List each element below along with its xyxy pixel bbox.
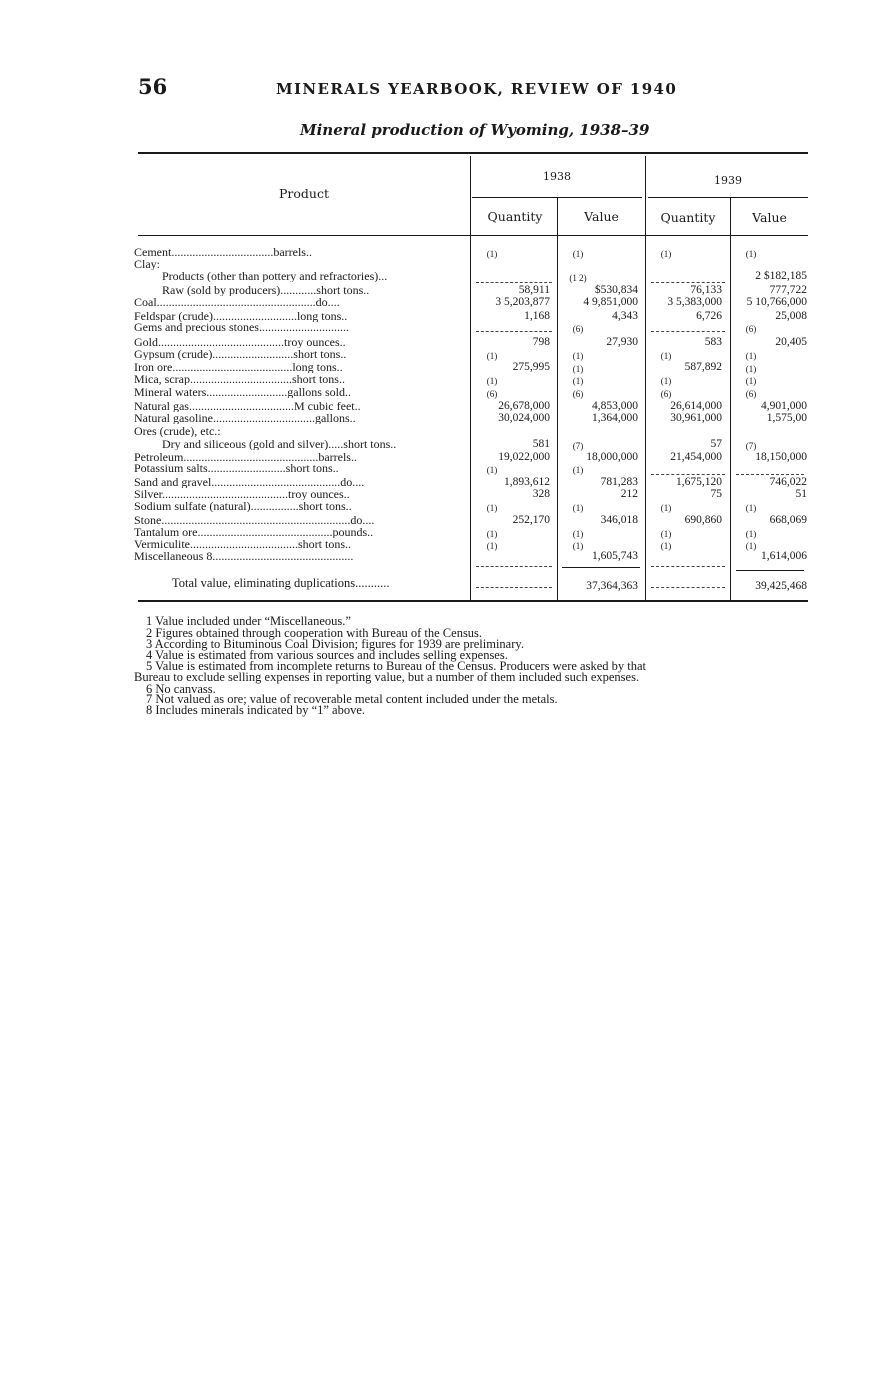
- table-cell-q38: 1,168: [524, 310, 550, 322]
- row-separator: [476, 566, 552, 567]
- table-row-label: Silver..........................................troy ounces..: [134, 488, 350, 500]
- table-cell-q38: 798: [532, 336, 550, 348]
- table-cell-v38: (1): [572, 249, 584, 259]
- table-cell-v39: 20,405: [775, 336, 807, 348]
- table-cell-q38: 30,024,000: [498, 412, 550, 424]
- total-label: Total value, eliminating duplications...........: [172, 576, 390, 590]
- quantity-header: Quantity: [487, 209, 543, 224]
- table-row-label: Raw (sold by producers)............short tons..: [162, 284, 370, 296]
- table-cell-q38: (1): [486, 249, 498, 259]
- quantity-header: Quantity: [660, 210, 716, 225]
- footnote: 6 No canvass.: [146, 682, 216, 696]
- table-cell-q39: (1): [660, 249, 672, 259]
- table-row-label: Clay:: [134, 258, 160, 270]
- row-separator: [476, 282, 552, 283]
- table-row-label: Tantalum ore.............................................pounds..: [134, 526, 374, 538]
- table-cell-v38: (1): [572, 351, 584, 361]
- table-row-label: Feldspar (crude)............................long tons..: [134, 310, 348, 322]
- table-cell-v39: 18,150,000: [755, 451, 807, 463]
- table-row-label: Miscellaneous 8...............................................: [134, 550, 354, 562]
- column-divider: [557, 198, 558, 600]
- table-cell-q39: (6): [660, 389, 672, 399]
- table-top-rule: [138, 152, 808, 154]
- table-cell-q38: 581: [532, 438, 550, 450]
- table-cell-v38: 4 9,851,000: [583, 296, 638, 308]
- table-cell-v38: (1): [572, 364, 584, 374]
- table-cell-v38: 346,018: [600, 514, 638, 526]
- table-cell-q39: 76,133: [690, 284, 722, 296]
- row-separator: [651, 566, 725, 567]
- table-row-label: Mica, scrap..................................short tons..: [134, 373, 345, 385]
- value-header: Value: [584, 209, 619, 224]
- table-cell-q39: 57: [710, 438, 722, 450]
- footnote: 2 Figures obtained through cooperation with Bureau of the Census.: [146, 626, 483, 640]
- table-row-label: Sodium sulfate (natural)................short tons..: [134, 500, 352, 512]
- table-cell-v39: (6): [745, 389, 757, 399]
- table-row-label: Gold..........................................troy ounces..: [134, 336, 346, 348]
- table-cell-v39: (1): [745, 529, 757, 539]
- table-cell-v39: 668,069: [769, 514, 807, 526]
- table-cell-q39: 587,892: [684, 361, 722, 373]
- table-row-label: Gems and precious stones..............................: [134, 321, 349, 333]
- table-row-label: Products (other than pottery and refractories)...: [162, 270, 388, 282]
- table-cell-q38: 26,678,000: [498, 400, 550, 412]
- table-cell-v39: 25,008: [775, 310, 807, 322]
- table-cell-v39: (1): [745, 364, 757, 374]
- table-cell-v38: 1,605,743: [592, 550, 638, 562]
- table-row-label: Dry and siliceous (gold and silver).....short tons..: [162, 438, 397, 450]
- table-cell-v38: (1): [572, 541, 584, 551]
- table-cell-q39: 75: [710, 488, 722, 500]
- table-cell-q38: 19,022,000: [498, 451, 550, 463]
- footnote: 8 Includes minerals indicated by “1” above.: [146, 703, 366, 717]
- table-cell-v39: (1): [745, 376, 757, 386]
- table-row-label: Vermiculite....................................short tons..: [134, 538, 351, 550]
- table-cell-v38: (1 2): [569, 273, 587, 283]
- table-row-label: Natural gasoline..................................gallons..: [134, 412, 356, 424]
- table-cell-q39: 6,726: [696, 310, 722, 322]
- year-header-1938: 1938: [543, 170, 571, 183]
- table-cell-v38: (1): [572, 503, 584, 513]
- table-cell-q38: 328: [532, 488, 550, 500]
- table-row-label: Natural gas...................................M cubic feet..: [134, 400, 361, 412]
- value-header: Value: [752, 210, 787, 225]
- row-separator: [736, 474, 804, 475]
- table-row-label: Coal.....................................................do....: [134, 296, 340, 308]
- table-row-label: Potassium salts..........................short tons..: [134, 462, 339, 474]
- table-row-label: Ores (crude), etc.:: [134, 425, 221, 437]
- table-cell-v39: 2 $182,185: [755, 270, 807, 282]
- table-cell-v38: (7): [572, 441, 584, 451]
- table-cell-q39: (1): [660, 351, 672, 361]
- table-cell-v39: (1): [745, 249, 757, 259]
- table-cell-q38: 58,911: [518, 284, 550, 296]
- table-row-label: Stone...............................................................do....: [134, 514, 375, 526]
- table-bottom-rule: [138, 600, 808, 602]
- table-cell-q38: (1): [486, 351, 498, 361]
- table-cell-q39: (1): [660, 529, 672, 539]
- running-title: MINERALS YEARBOOK, REVIEW OF 1940: [276, 80, 678, 98]
- table-cell-v38: 27,930: [606, 336, 638, 348]
- table-cell-v39: 51: [795, 488, 807, 500]
- table-caption: Mineral production of Wyoming, 1938–39: [300, 121, 650, 139]
- footnote: 7 Not valued as ore; value of recoverable metal content included under the metals.: [146, 692, 558, 706]
- table-cell-v39: (7): [745, 441, 757, 451]
- table-cell-q38: (1): [486, 541, 498, 551]
- table-cell-q39: (1): [660, 541, 672, 551]
- row-separator: [651, 474, 725, 475]
- footnote: Bureau to exclude selling expenses in reporting value, but a number of them included such expenses.: [134, 670, 640, 684]
- table-row-label: Mineral waters...........................gallons sold..: [134, 386, 351, 398]
- row-separator: [651, 331, 725, 332]
- footnote: 1 Value included under “Miscellaneous.”: [146, 614, 351, 628]
- table-cell-q39: (1): [660, 503, 672, 513]
- table-cell-v39: 777,722: [769, 284, 807, 296]
- table-cell-v39: (1): [745, 503, 757, 513]
- table-cell-q38: 1,893,612: [504, 476, 550, 488]
- table-cell-v39: 4,901,000: [761, 400, 807, 412]
- table-cell-q39: 690,860: [684, 514, 722, 526]
- row-separator: [476, 331, 552, 332]
- table-cell-v39: 1,575,00: [766, 412, 807, 424]
- table-cell-v38: $530,834: [594, 284, 638, 296]
- table-cell-q39: 30,961,000: [670, 412, 722, 424]
- table-cell-v38: 781,283: [600, 476, 638, 488]
- table-cell-v38: (1): [572, 529, 584, 539]
- table-cell-v38: 18,000,000: [586, 451, 638, 463]
- table-cell-v38: (6): [572, 324, 584, 334]
- product-header: Product: [279, 186, 329, 201]
- header-bottom-rule: [138, 235, 808, 236]
- table-cell-v38: 4,343: [612, 310, 638, 322]
- table-cell-q38: (1): [486, 465, 498, 475]
- table-cell-q38: (6): [486, 389, 498, 399]
- table-cell-q38: 252,170: [512, 514, 550, 526]
- table-cell-v38: 212: [620, 488, 638, 500]
- column-divider: [470, 156, 471, 600]
- table-cell-v38: (1): [572, 376, 584, 386]
- table-cell-q39: 26,614,000: [670, 400, 722, 412]
- table-cell-q39: (1): [660, 376, 672, 386]
- year-rule-1939: [648, 197, 808, 198]
- table-cell-q38: (1): [486, 503, 498, 513]
- table-cell-v38: (6): [572, 389, 584, 399]
- footnote: 4 Value is estimated from various sources and includes selling expenses.: [146, 648, 508, 662]
- table-cell-q38: (1): [486, 529, 498, 539]
- table-row-label: Gypsum (crude)...........................short tons..: [134, 348, 347, 360]
- row-separator: [651, 282, 725, 283]
- table-cell-v38: 1,364,000: [592, 412, 638, 424]
- column-divider: [730, 198, 731, 600]
- total-value: 39,425,468: [755, 580, 807, 592]
- table-cell-q39: 1,675,120: [676, 476, 722, 488]
- table-cell-q39: 583: [704, 336, 722, 348]
- table-row-label: Iron ore........................................long tons..: [134, 361, 343, 373]
- table-row-label: Cement..................................barrels..: [134, 246, 312, 258]
- table-cell-v39: (6): [745, 324, 757, 334]
- year-header-1939: 1939: [714, 174, 742, 187]
- row-separator: [562, 567, 640, 568]
- row-separator: [651, 587, 725, 588]
- table-cell-v39: 746,022: [769, 476, 807, 488]
- table-cell-v38: 4,853,000: [592, 400, 638, 412]
- table-cell-v39: 5 10,766,000: [746, 296, 807, 308]
- row-separator: [476, 587, 552, 588]
- table-cell-q38: (1): [486, 376, 498, 386]
- table-row-label: Petroleum.............................................barrels..: [134, 451, 357, 463]
- table-cell-v39: (1): [745, 351, 757, 361]
- footnote: 3 According to Bituminous Coal Division; figures for 1939 are preliminary.: [146, 637, 524, 651]
- table-cell-q38: 275,995: [512, 361, 550, 373]
- footnote: 5 Value is estimated from incomplete returns to Bureau of the Census. Producers were asked by that: [146, 659, 646, 673]
- page-number: 56: [138, 74, 168, 99]
- table-cell-v39: 1,614,006: [761, 550, 807, 562]
- row-separator: [736, 570, 804, 571]
- table-cell-q39: 21,454,000: [670, 451, 722, 463]
- total-value: 37,364,363: [586, 580, 638, 592]
- table-cell-v39: (1): [745, 541, 757, 551]
- table-cell-q39: 3 5,383,000: [667, 296, 722, 308]
- table-cell-q38: 3 5,203,877: [495, 296, 550, 308]
- table-row-label: Sand and gravel...........................................do....: [134, 476, 365, 488]
- table-cell-v38: (1): [572, 465, 584, 475]
